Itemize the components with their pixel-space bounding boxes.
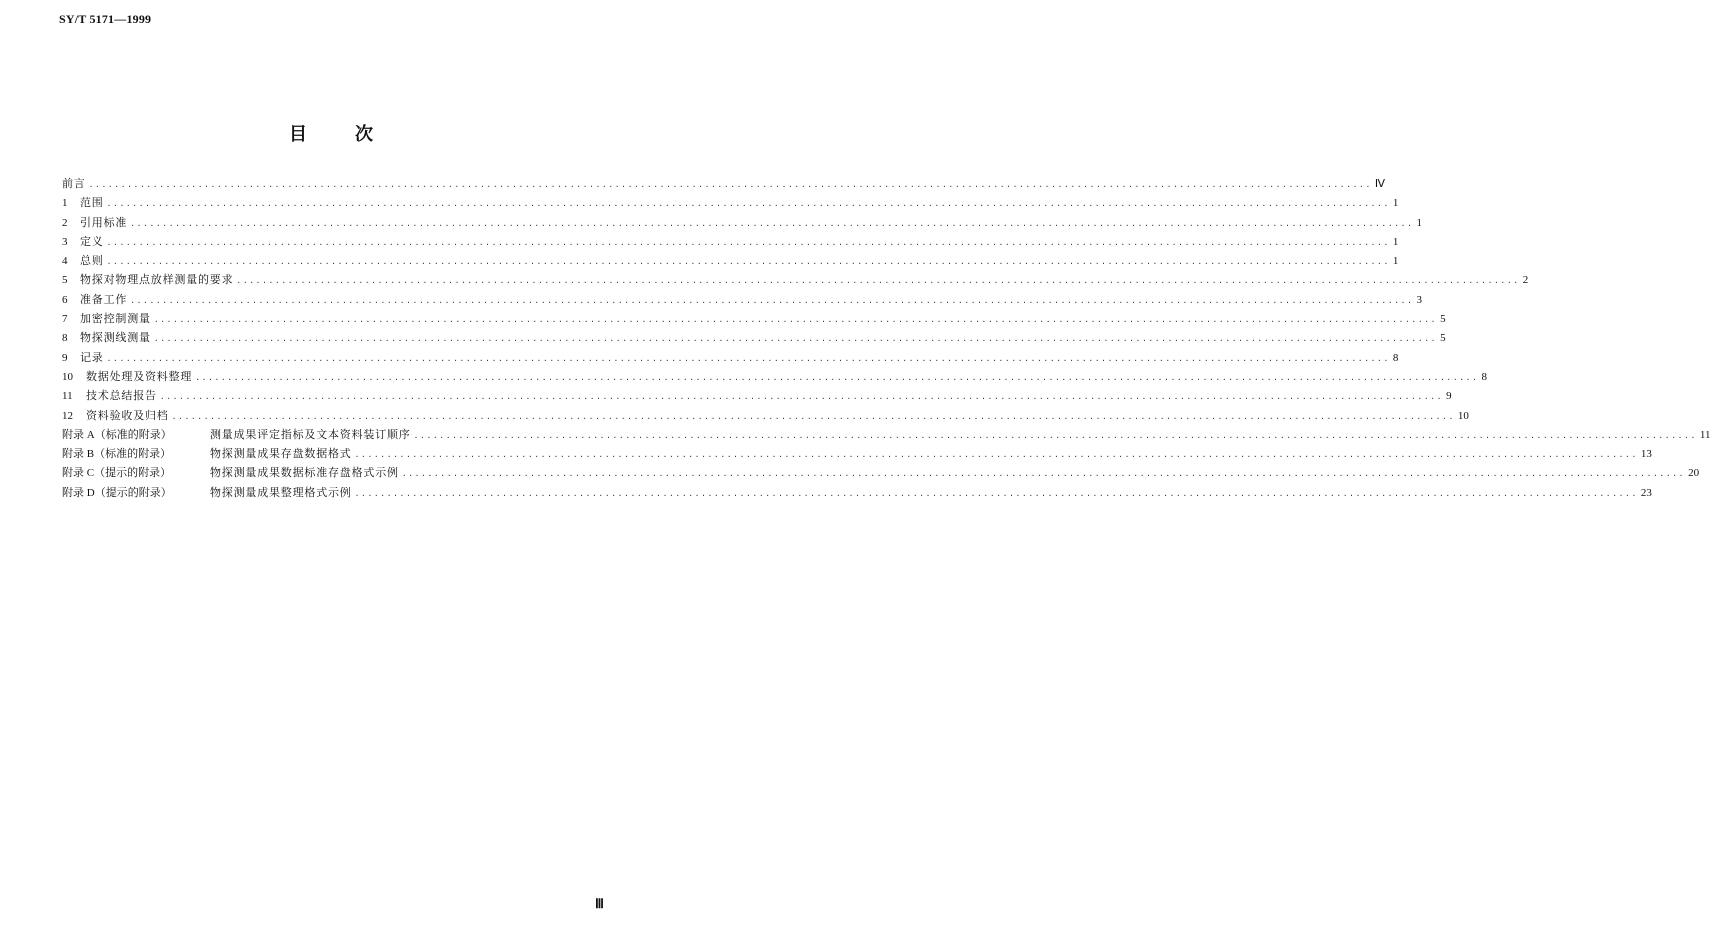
toc-entry-number: 6 <box>62 293 68 306</box>
toc-dot-leader: ........................................................................................................................................................................................................ <box>159 392 1444 402</box>
toc-entry-page: 20 <box>1688 467 1700 480</box>
toc-title <box>0 120 662 146</box>
toc-dot-leader: ........................................................................................................................................................................................................ <box>130 295 1414 305</box>
toc-entry-number: 10 <box>62 370 73 383</box>
toc-dot-leader: ........................................................................................................................................................................................................ <box>413 430 1697 440</box>
toc-entry-page: 13 <box>1640 448 1652 461</box>
toc-dot-leader: ........................................................................................................................................................................................................ <box>88 180 1372 189</box>
toc-entry-number: 附录 A（标准的附录） <box>62 428 172 441</box>
toc-dot-leader: ........................................................................................................................................................................................................ <box>195 372 1479 382</box>
toc-entry-number: 5 <box>62 274 68 287</box>
toc-dot-leader: ........................................................................................................................................................................................................ <box>401 469 1686 479</box>
toc-entry <box>62 174 1386 193</box>
toc-entry <box>62 328 1446 347</box>
toc-entry-label: 技术总结报告 <box>86 389 157 403</box>
toc-entry-number: 附录 B（标准的附录） <box>62 448 172 461</box>
toc-entry <box>62 251 1399 270</box>
toc-entry-label: 记录 <box>80 350 104 364</box>
toc-dot-leader: ........................................................................................................................................................................................................ <box>130 218 1414 228</box>
toc-entry-page: 10 <box>1457 409 1469 422</box>
toc-entry-number: 7 <box>62 313 68 326</box>
toc-entry-label: 定义 <box>80 234 104 248</box>
toc-entry-number: 附录 D（提示的附录） <box>62 486 172 499</box>
toc-entry-page: 3 <box>1416 293 1422 306</box>
toc-entry-number: 3 <box>62 235 68 248</box>
toc-entry-page: 8 <box>1392 351 1399 364</box>
toc-entry-label: 物探测线测量 <box>80 331 151 345</box>
toc-entry-label: 物探测量成果整理格式示例 <box>210 485 352 499</box>
toc-entry-page: 11 <box>1699 428 1710 441</box>
toc-entry <box>62 348 1399 367</box>
toc-entry-number: 8 <box>62 332 68 345</box>
toc-entry-number: 2 <box>62 216 68 229</box>
toc-entry-page: 9 <box>1446 390 1452 403</box>
toc-entry-page: 2 <box>1522 274 1529 287</box>
toc-entry-number: 12 <box>62 409 73 422</box>
table-of-contents <box>62 174 1710 502</box>
toc-dot-leader: ........................................................................................................................................................................................................ <box>354 488 1638 498</box>
toc-entry-page: 8 <box>1481 370 1487 383</box>
toc-entry-label: 物探测量成果数据标准存盘格式示例 <box>210 466 399 480</box>
page-number: Ⅲ <box>595 896 604 911</box>
toc-entry-label: 物探对物理点放样测量的要求 <box>80 273 234 287</box>
toc-entry <box>62 425 1710 444</box>
toc-entry-number: 11 <box>62 390 73 403</box>
toc-dot-leader: ........................................................................................................................................................................................................ <box>354 450 1638 460</box>
toc-entry <box>62 406 1469 425</box>
toc-entry-label: 测量成果评定指标及文本资料装订顺序 <box>210 427 411 441</box>
toc-entry-number: 附录 C（提示的附录） <box>62 467 172 480</box>
toc-entry <box>62 444 1652 463</box>
toc-entry <box>62 309 1446 328</box>
toc-entry <box>62 213 1422 232</box>
toc-dot-leader: ........................................................................................................................................................................................................ <box>106 199 1390 209</box>
toc-entry-label: 范围 <box>80 196 104 210</box>
toc-entry-number: 1 <box>62 197 68 210</box>
toc-entry-label: 加密控制测量 <box>80 312 151 326</box>
toc-entry-label: 前言 <box>62 177 86 190</box>
toc-dot-leader: ........................................................................................................................................................................................................ <box>153 315 1438 325</box>
toc-entry-label: 准备工作 <box>80 292 128 306</box>
toc-entry-page: 5 <box>1440 332 1446 345</box>
toc-entry-page: 1 <box>1416 216 1422 229</box>
toc-entry-label: 总则 <box>80 254 104 268</box>
toc-entry <box>62 386 1452 405</box>
toc-entry <box>62 270 1529 289</box>
toc-entry <box>62 232 1399 251</box>
toc-entry-page: 1 <box>1392 235 1399 248</box>
toc-entry-page: 5 <box>1440 313 1446 326</box>
toc-entry <box>62 290 1422 309</box>
toc-entry <box>62 483 1652 502</box>
toc-dot-leader: ........................................................................................................................................................................................................ <box>106 353 1390 363</box>
toc-dot-leader: ........................................................................................................................................................................................................ <box>106 237 1390 247</box>
toc-entry-label: 物探测量成果存盘数据格式 <box>210 447 352 461</box>
toc-dot-leader: ........................................................................................................................................................................................................ <box>171 411 1455 421</box>
toc-entry <box>62 463 1700 482</box>
toc-entry-number: 9 <box>62 351 68 364</box>
toc-entry-label: 引用标准 <box>80 215 128 229</box>
toc-dot-leader: ........................................................................................................................................................................................................ <box>106 257 1390 267</box>
toc-title-part2: 次 <box>355 124 373 145</box>
toc-entry <box>62 367 1487 386</box>
toc-entry-page: 23 <box>1640 486 1652 499</box>
toc-entry-page: Ⅳ <box>1374 178 1386 190</box>
toc-entry-number: 4 <box>62 255 68 268</box>
toc-entry <box>62 193 1399 212</box>
toc-dot-leader: ........................................................................................................................................................................................................ <box>236 276 1520 286</box>
toc-title-part1: 目 <box>289 124 307 145</box>
standard-code: SY/T 5171—1999 <box>59 12 152 26</box>
toc-entry-label: 资料验收及归档 <box>86 408 169 422</box>
toc-entry-page: 1 <box>1392 197 1399 210</box>
toc-entry-page: 1 <box>1392 255 1399 268</box>
toc-dot-leader: ........................................................................................................................................................................................................ <box>153 334 1438 344</box>
toc-entry-label: 数据处理及资料整理 <box>86 369 193 383</box>
